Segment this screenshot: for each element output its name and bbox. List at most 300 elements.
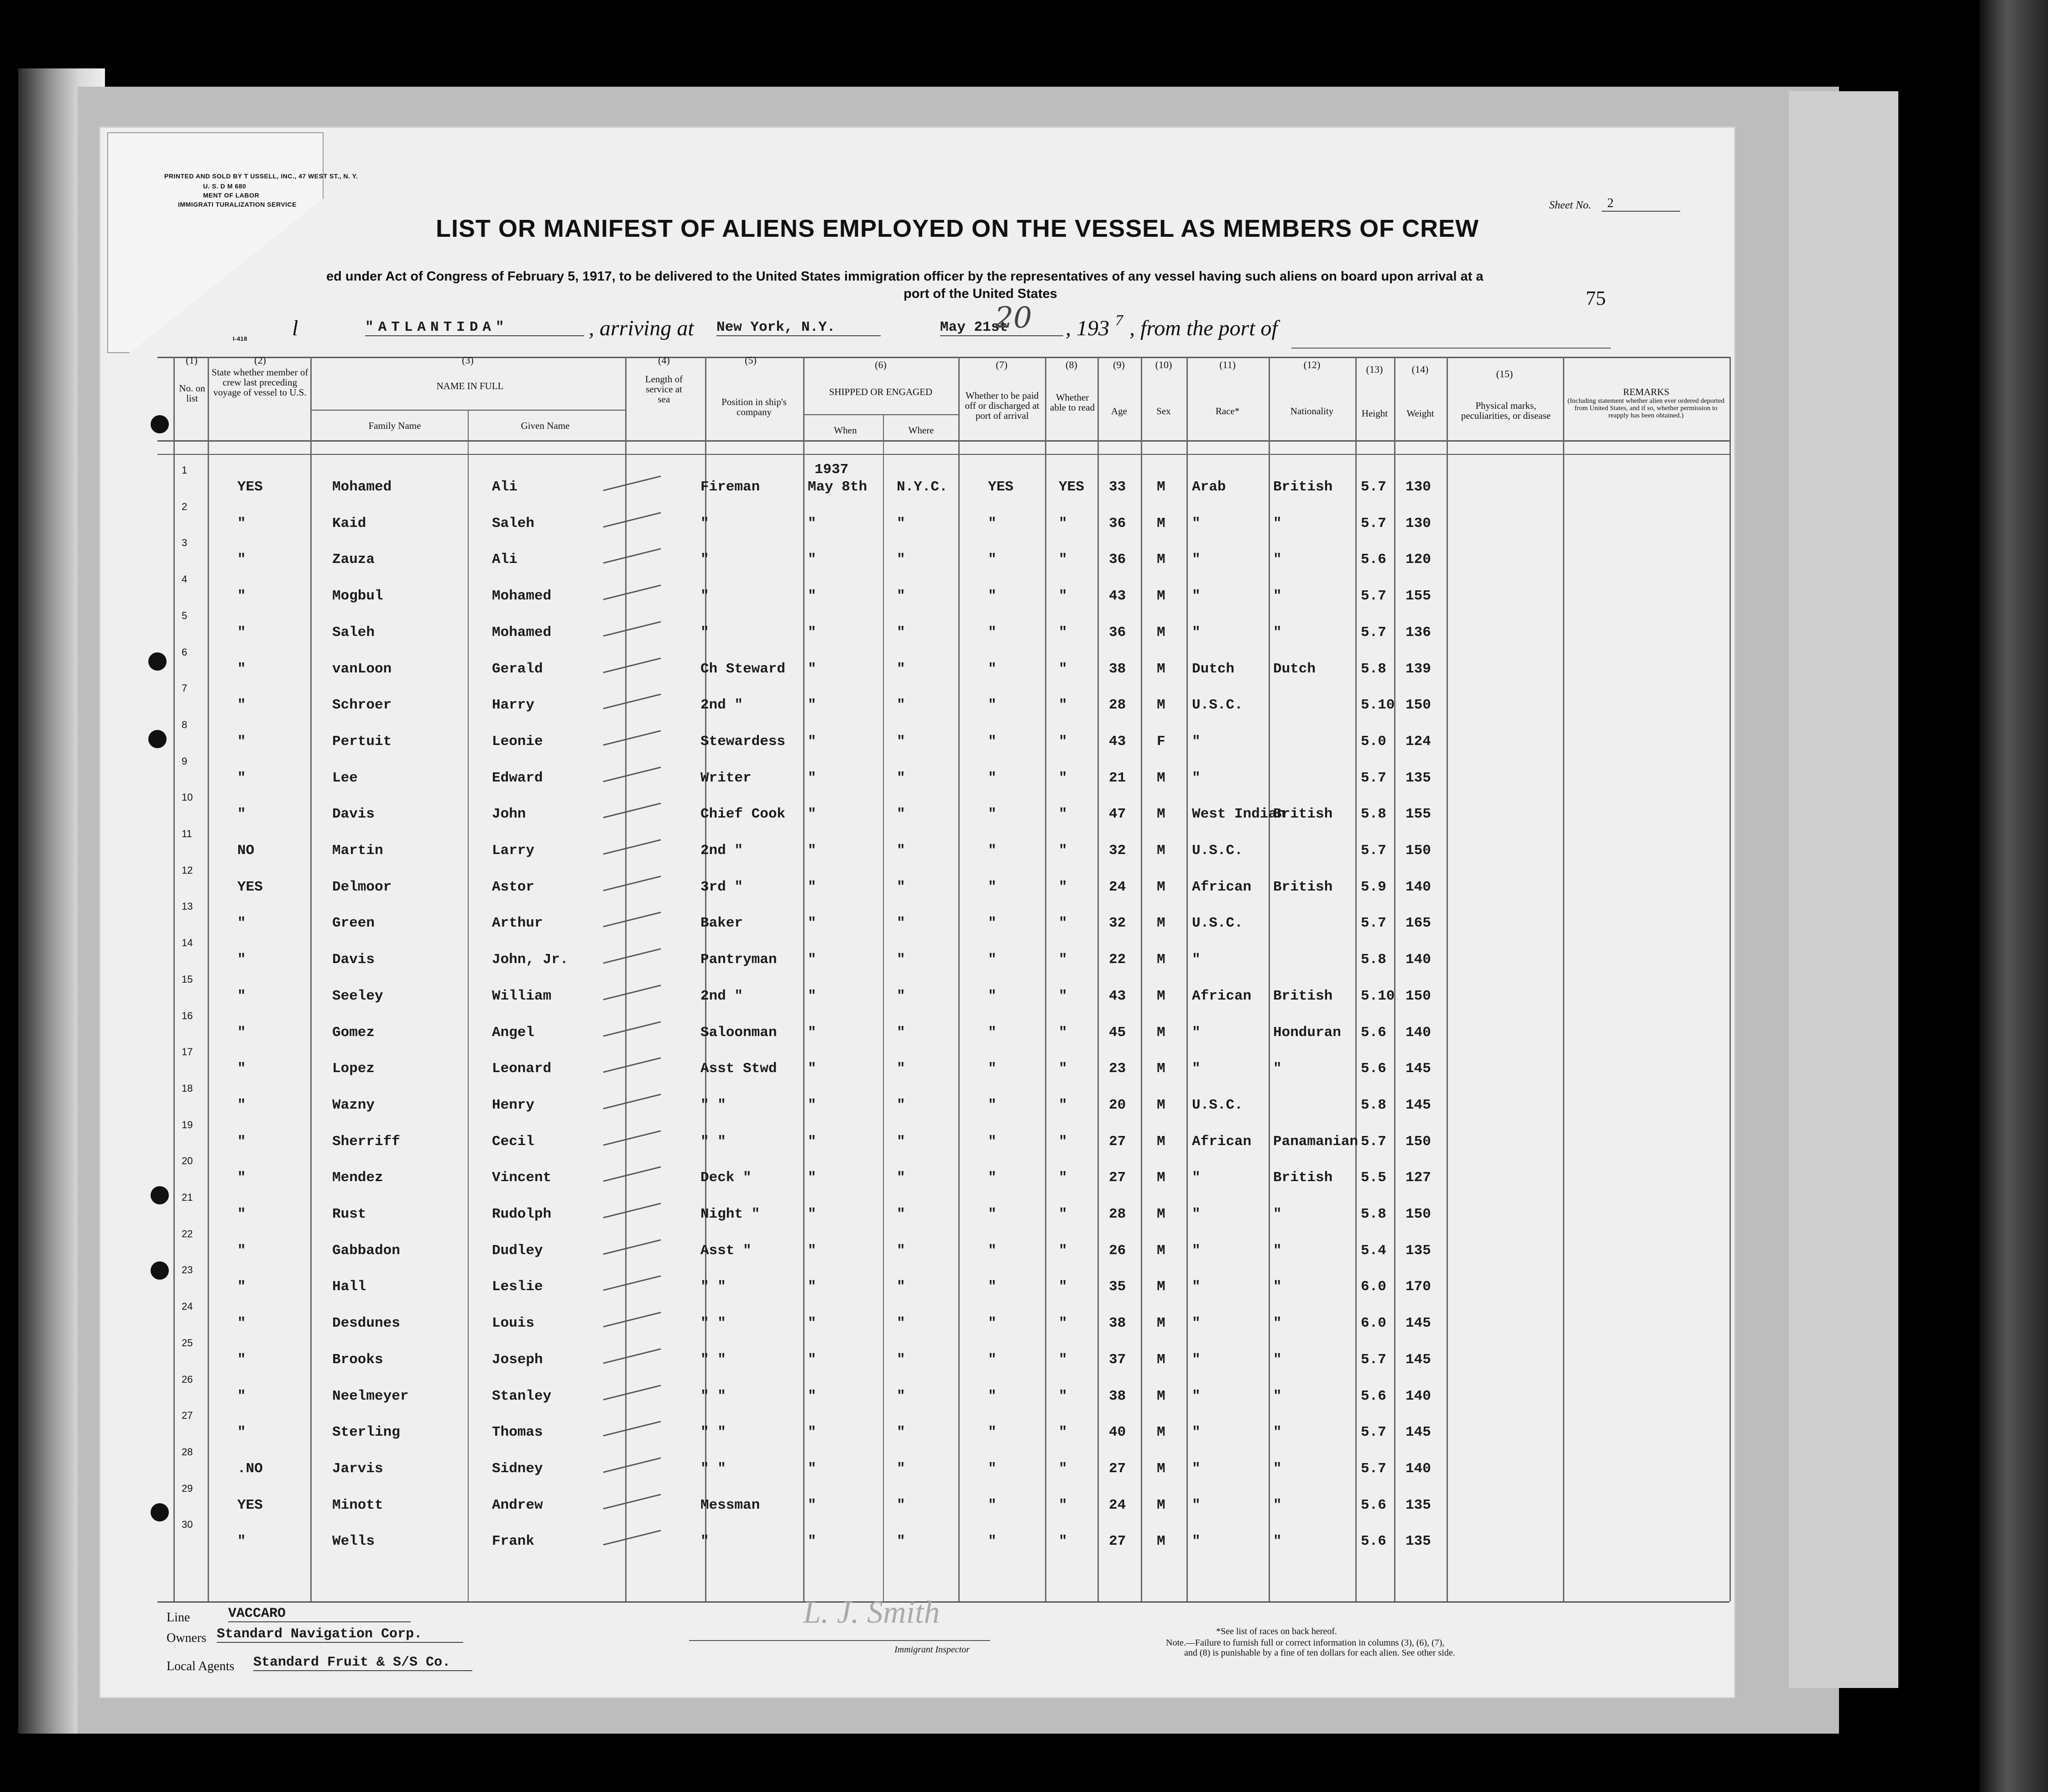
col6b-header: Where	[908, 425, 934, 436]
row-sex: M	[1157, 1133, 1165, 1150]
row-family-name: Wazny	[332, 1097, 375, 1113]
from-port-blank	[1291, 348, 1611, 349]
row-age: 27	[1109, 1170, 1126, 1186]
row-weight: 140	[1405, 1388, 1431, 1404]
row-race: "	[1192, 733, 1201, 750]
row-nationality: "	[1273, 588, 1282, 604]
row-family-name: Hall	[332, 1279, 366, 1295]
row-shipped-where: "	[897, 1315, 905, 1332]
row-able-to-read: "	[1059, 879, 1067, 895]
row-shipped-where: "	[897, 588, 905, 604]
col6-number: (6)	[875, 359, 887, 370]
col7-number: (7)	[996, 359, 1008, 370]
col-divider	[1097, 357, 1099, 1601]
row-family-name: Wells	[332, 1533, 375, 1550]
row-height: 5.7	[1361, 1351, 1386, 1368]
row-able-to-read: "	[1059, 1315, 1067, 1332]
arrival-date: May 21st	[940, 319, 1063, 336]
row-race: "	[1192, 952, 1201, 968]
row-family-name: Rust	[332, 1206, 366, 1222]
row-age: 36	[1109, 515, 1126, 531]
row-row-number: 2	[182, 500, 188, 512]
row-height: 5.7	[1361, 1460, 1386, 1477]
row-row-number: 29	[182, 1482, 193, 1494]
row-height: 5.9	[1361, 879, 1386, 895]
row-shipped-where: "	[897, 1170, 905, 1186]
row-shipped-where: "	[897, 879, 905, 895]
row-shipped-year: 1937	[815, 462, 849, 478]
row-paid-off: "	[988, 588, 997, 604]
row-prior-voyage: "	[237, 588, 246, 604]
row-position: "	[700, 624, 709, 641]
row-height: 5.7	[1361, 1133, 1386, 1150]
from-port-label: , from the port of	[1129, 316, 1278, 340]
row-row-number: 16	[182, 1010, 193, 1021]
row-sex: M	[1157, 1097, 1165, 1113]
row-shipped-where: "	[897, 1279, 905, 1295]
row-age: 36	[1109, 552, 1126, 568]
row-given-name: Arthur	[492, 915, 543, 932]
row-age: 45	[1109, 1024, 1126, 1041]
row-nationality: "	[1273, 1242, 1282, 1259]
row-nationality: "	[1273, 624, 1282, 641]
col12-number: (12)	[1303, 359, 1321, 370]
row-age: 28	[1109, 1206, 1126, 1222]
row-race: U.S.C.	[1192, 697, 1243, 714]
row-sex: M	[1157, 1279, 1165, 1295]
row-prior-voyage: "	[237, 1242, 246, 1259]
row-height: 5.7	[1361, 479, 1386, 495]
row-age: 27	[1109, 1460, 1126, 1477]
row-paid-off: "	[988, 1460, 997, 1477]
col11-header: Race*	[1215, 406, 1240, 417]
row-nationality: "	[1273, 552, 1282, 568]
row-sex: F	[1157, 733, 1165, 750]
row-prior-voyage: "	[237, 1388, 246, 1404]
row-given-name: Stanley	[492, 1388, 552, 1404]
row-weight: 140	[1405, 879, 1431, 895]
row-shipped-when: "	[808, 515, 816, 531]
row-age: 28	[1109, 697, 1126, 714]
vessel-name: "ATLANTIDA"	[365, 319, 584, 336]
row-height: 5.8	[1361, 1206, 1386, 1222]
row-sex: M	[1157, 1170, 1165, 1186]
row-family-name: Brooks	[332, 1351, 383, 1368]
row-nationality: Dutch	[1273, 661, 1316, 677]
row-shipped-where: "	[897, 806, 905, 823]
table-bottom-rule	[157, 1601, 1729, 1603]
row-weight: 150	[1405, 1133, 1431, 1150]
row-height: 5.6	[1361, 552, 1386, 568]
row-race: "	[1192, 1460, 1201, 1477]
form-subtitle: ed under Act of Congress of February 5, 1917, to be delivered to the United States immigration officer by the representatives of any vessel having such aliens on board upon arrival at a	[326, 269, 1484, 284]
row-shipped-when: "	[808, 697, 816, 714]
col-divider	[1186, 357, 1188, 1601]
row-family-name: Neelmeyer	[332, 1388, 409, 1404]
row-shipped-when: "	[808, 1424, 816, 1441]
row-shipped-where: N.Y.C.	[897, 479, 948, 495]
row-shipped-where: "	[897, 988, 905, 1004]
row-race: "	[1192, 588, 1201, 604]
row-prior-voyage: "	[237, 697, 246, 714]
row-paid-off: "	[988, 1097, 997, 1113]
row-weight: 150	[1405, 843, 1431, 859]
row-position: Pantryman	[700, 952, 777, 968]
row-sex: M	[1157, 552, 1165, 568]
row-given-name: Astor	[492, 879, 535, 895]
row-given-name: Angel	[492, 1024, 535, 1041]
row-given-name: Leslie	[492, 1279, 543, 1295]
row-able-to-read: "	[1059, 1497, 1067, 1513]
row-race: "	[1192, 1533, 1201, 1550]
row-position: Fireman	[700, 479, 760, 495]
row-paid-off: "	[988, 697, 997, 714]
page-number: 75	[1586, 287, 1606, 309]
col-divider	[1269, 357, 1270, 1601]
row-family-name: Jarvis	[332, 1460, 383, 1477]
row-family-name: Pertuit	[332, 733, 392, 750]
row-able-to-read: "	[1059, 1061, 1067, 1077]
col-divider	[883, 414, 884, 1601]
row-given-name: William	[492, 988, 552, 1004]
row-row-number: 3	[182, 537, 188, 549]
col12-header: Nationality	[1290, 406, 1334, 417]
row-paid-off: "	[988, 515, 997, 531]
row-prior-voyage: .NO	[237, 1460, 263, 1477]
row-shipped-where: "	[897, 661, 905, 677]
row-prior-voyage: "	[237, 733, 246, 750]
row-age: 27	[1109, 1533, 1126, 1550]
row-able-to-read: "	[1059, 1097, 1067, 1113]
row-shipped-where: "	[897, 1351, 905, 1368]
row-prior-voyage: "	[237, 661, 246, 677]
col4-number: (4)	[658, 354, 670, 366]
row-shipped-where: "	[897, 952, 905, 968]
row-able-to-read: "	[1059, 770, 1067, 786]
row-able-to-read: "	[1059, 1424, 1067, 1441]
row-position: " "	[700, 1424, 726, 1441]
row-able-to-read: "	[1059, 624, 1067, 641]
row-height: 5.7	[1361, 624, 1386, 641]
row-sex: M	[1157, 770, 1165, 786]
row-height: 5.7	[1361, 915, 1386, 932]
punch-hole	[151, 1186, 169, 1204]
row-height: 5.6	[1361, 1024, 1386, 1041]
row-shipped-where: "	[897, 1388, 905, 1404]
row-given-name: Sidney	[492, 1460, 543, 1477]
row-weight: 127	[1405, 1170, 1431, 1186]
row-age: 47	[1109, 806, 1126, 823]
row-weight: 145	[1405, 1061, 1431, 1077]
row-shipped-when: "	[808, 879, 816, 895]
row-row-number: 14	[182, 937, 193, 949]
row-sex: M	[1157, 624, 1165, 641]
row-row-number: 22	[182, 1228, 193, 1240]
row-prior-voyage: "	[237, 770, 246, 786]
row-family-name: Desdunes	[332, 1315, 400, 1332]
row-position: Writer	[700, 770, 752, 786]
col-divider	[208, 357, 209, 1601]
row-able-to-read: "	[1059, 515, 1067, 531]
row-age: 37	[1109, 1351, 1126, 1368]
row-able-to-read: "	[1059, 1388, 1067, 1404]
row-position: 3rd "	[700, 879, 743, 895]
col15-number: (15)	[1496, 368, 1513, 380]
table-top-rule	[157, 357, 1729, 358]
row-position: Asst Stwd	[700, 1061, 777, 1077]
printer-line: PRINTED AND SOLD BY T USSELL, INC., 47 WEST ST., N. Y.	[164, 172, 358, 180]
row-nationality: "	[1273, 1497, 1282, 1513]
row-given-name: Dudley	[492, 1242, 543, 1259]
row-family-name: Sherriff	[332, 1133, 400, 1150]
row-nationality: "	[1273, 1388, 1282, 1404]
row-paid-off: "	[988, 624, 997, 641]
row-weight: 145	[1405, 1315, 1431, 1332]
row-sex: M	[1157, 697, 1165, 714]
handwritten-date-correction: 20	[995, 301, 1032, 335]
row-row-number: 21	[182, 1192, 193, 1203]
row-nationality: "	[1273, 1460, 1282, 1477]
col8-header: Whether able to read	[1050, 392, 1095, 413]
dept-line-3: IMMIGRATI TURALIZATION SERVICE	[178, 201, 297, 208]
row-family-name: Mogbul	[332, 588, 383, 604]
row-given-name: Henry	[492, 1097, 535, 1113]
row-able-to-read: "	[1059, 843, 1067, 859]
row-family-name: Davis	[332, 806, 375, 823]
row-race: "	[1192, 1024, 1201, 1041]
row-shipped-when: "	[808, 624, 816, 641]
row-shipped-when: "	[808, 915, 816, 932]
row-given-name: Frank	[492, 1533, 535, 1550]
col6-header: SHIPPED OR ENGAGED	[829, 386, 933, 397]
row-race: "	[1192, 1424, 1201, 1441]
row-prior-voyage: "	[237, 624, 246, 641]
row-nationality: "	[1273, 1061, 1282, 1077]
row-position: "	[700, 552, 709, 568]
row-race: "	[1192, 1497, 1201, 1513]
row-race: "	[1192, 1388, 1201, 1404]
row-age: 36	[1109, 624, 1126, 641]
row-age: 35	[1109, 1279, 1126, 1295]
row-nationality: British	[1273, 479, 1333, 495]
row-family-name: vanLoon	[332, 661, 392, 677]
col-divider	[958, 357, 960, 1601]
row-prior-voyage: "	[237, 1279, 246, 1295]
shipped-subheader-rule	[803, 414, 958, 415]
row-age: 22	[1109, 952, 1126, 968]
row-height: 5.10	[1361, 988, 1395, 1004]
row-shipped-where: "	[897, 1533, 905, 1550]
row-age: 38	[1109, 1388, 1126, 1404]
row-position: Baker	[700, 915, 743, 932]
col16-header: REMARKS	[1623, 386, 1670, 397]
row-shipped-where: "	[897, 843, 905, 859]
row-row-number: 11	[182, 828, 192, 839]
form-subtitle-2: port of the United States	[904, 287, 1057, 301]
row-able-to-read: "	[1059, 1242, 1067, 1259]
row-prior-voyage: YES	[237, 1497, 263, 1513]
row-paid-off: "	[988, 1279, 997, 1295]
col5-header: Position in ship's company	[721, 396, 787, 418]
row-age: 40	[1109, 1424, 1126, 1441]
row-shipped-where: "	[897, 1424, 905, 1441]
row-race: Arab	[1192, 479, 1226, 495]
row-weight: 145	[1405, 1097, 1431, 1113]
row-weight: 124	[1405, 733, 1431, 750]
year-label: , 193	[1066, 316, 1109, 340]
row-row-number: 5	[182, 609, 188, 621]
col-divider	[1141, 357, 1142, 1601]
col-divider	[1447, 357, 1448, 1601]
row-row-number: 1	[182, 464, 188, 476]
row-prior-voyage: NO	[237, 843, 255, 859]
row-prior-voyage: "	[237, 1061, 246, 1077]
row-given-name: Joseph	[492, 1351, 543, 1368]
owners-label: Owners	[167, 1631, 207, 1645]
row-shipped-when: "	[808, 1533, 816, 1550]
row-height: 5.8	[1361, 661, 1386, 677]
row-race: "	[1192, 1061, 1201, 1077]
row-position: Chief Cook	[700, 806, 786, 823]
row-height: 5.6	[1361, 1061, 1386, 1077]
row-sex: M	[1157, 952, 1165, 968]
row-position: Saloonman	[700, 1024, 777, 1041]
col-divider	[173, 357, 175, 1601]
col4-header: Length of service at sea	[645, 374, 683, 405]
row-paid-off: "	[988, 806, 997, 823]
row-paid-off: "	[988, 1133, 997, 1150]
row-paid-off: "	[988, 552, 997, 568]
row-age: 38	[1109, 1315, 1126, 1332]
row-shipped-where: "	[897, 624, 905, 641]
row-row-number: 18	[182, 1082, 193, 1094]
col-divider	[803, 357, 805, 1601]
row-row-number: 4	[182, 573, 188, 585]
row-family-name: Gabbadon	[332, 1242, 400, 1259]
row-prior-voyage: "	[237, 1133, 246, 1150]
row-shipped-where: "	[897, 1497, 905, 1513]
row-paid-off: "	[988, 1388, 997, 1404]
row-position: " "	[700, 1097, 726, 1113]
agents-value: Standard Fruit & S/S Co.	[253, 1655, 472, 1671]
row-family-name: Minott	[332, 1497, 383, 1513]
row-race: African	[1192, 988, 1252, 1004]
row-shipped-when: "	[808, 1351, 816, 1368]
row-shipped-when: "	[808, 1315, 816, 1332]
row-sex: M	[1157, 1242, 1165, 1259]
row-row-number: 12	[182, 864, 193, 876]
row-prior-voyage: "	[237, 1170, 246, 1186]
row-family-name: Davis	[332, 952, 375, 968]
year-digit: 7	[1115, 312, 1123, 329]
row-able-to-read: "	[1059, 1351, 1067, 1368]
header-bottom-rule-2	[157, 454, 1729, 455]
row-family-name: Schroer	[332, 697, 392, 714]
row-race: African	[1192, 879, 1252, 895]
row-family-name: Gomez	[332, 1024, 375, 1041]
col10-number: (10)	[1155, 359, 1172, 370]
row-shipped-when: "	[808, 1061, 816, 1077]
col16-subheader: (Including statement whether alien ever ordered deported from United States, and if so, whether permission to reapply has been obtained.)	[1567, 397, 1725, 419]
punch-hole	[148, 652, 167, 671]
row-given-name: John	[492, 806, 526, 823]
inspector-label: Immigrant Inspector	[894, 1645, 970, 1655]
row-row-number: 23	[182, 1264, 193, 1276]
row-shipped-where: "	[897, 1206, 905, 1222]
row-prior-voyage: "	[237, 1097, 246, 1113]
row-race: "	[1192, 1279, 1201, 1295]
row-sex: M	[1157, 1497, 1165, 1513]
row-prior-voyage: YES	[237, 479, 263, 495]
row-race: U.S.C.	[1192, 843, 1243, 859]
row-able-to-read: "	[1059, 952, 1067, 968]
row-given-name: Edward	[492, 770, 543, 786]
row-able-to-read: "	[1059, 552, 1067, 568]
row-paid-off: "	[988, 988, 997, 1004]
row-row-number: 17	[182, 1046, 193, 1058]
row-given-name: Harry	[492, 697, 535, 714]
row-prior-voyage: "	[237, 552, 246, 568]
col14-header: Weight	[1406, 408, 1434, 419]
row-position: 2nd "	[700, 843, 743, 859]
col-divider	[468, 410, 469, 1601]
row-position: "	[700, 515, 709, 531]
row-height: 5.4	[1361, 1242, 1386, 1259]
col5-number: (5)	[745, 354, 757, 366]
row-weight: 150	[1405, 697, 1431, 714]
row-shipped-where: "	[897, 1460, 905, 1477]
row-sex: M	[1157, 1460, 1165, 1477]
row-weight: 135	[1405, 1242, 1431, 1259]
form-code: I-418	[233, 335, 248, 342]
row-able-to-read: "	[1059, 806, 1067, 823]
row-shipped-when: "	[808, 1497, 816, 1513]
row-shipped-where: "	[897, 515, 905, 531]
row-sex: M	[1157, 1024, 1165, 1041]
col1-number: (1)	[186, 354, 198, 366]
row-weight: 150	[1405, 1206, 1431, 1222]
row-prior-voyage: "	[237, 988, 246, 1004]
row-sex: M	[1157, 1533, 1165, 1550]
col3-number: (3)	[462, 354, 474, 366]
row-row-number: 6	[182, 646, 188, 658]
row-row-number: 7	[182, 682, 188, 694]
row-paid-off: "	[988, 661, 997, 677]
row-prior-voyage: "	[237, 915, 246, 932]
row-sex: M	[1157, 1388, 1165, 1404]
row-paid-off: "	[988, 1206, 997, 1222]
row-shipped-where: "	[897, 915, 905, 932]
row-paid-off: "	[988, 915, 997, 932]
row-shipped-where: "	[897, 1024, 905, 1041]
col11-number: (11)	[1219, 359, 1236, 370]
dept-line-2: MENT OF LABOR	[203, 192, 260, 199]
row-able-to-read: "	[1059, 988, 1067, 1004]
row-weight: 139	[1405, 661, 1431, 677]
row-family-name: Kaid	[332, 515, 366, 531]
row-shipped-when: "	[808, 1388, 816, 1404]
row-weight: 155	[1405, 588, 1431, 604]
row-age: 32	[1109, 843, 1126, 859]
row-sex: M	[1157, 1424, 1165, 1441]
row-paid-off: "	[988, 1315, 997, 1332]
row-prior-voyage: "	[237, 1315, 246, 1332]
row-given-name: Mohamed	[492, 624, 552, 641]
row-shipped-when: "	[808, 770, 816, 786]
row-shipped-where: "	[897, 552, 905, 568]
row-weight: 130	[1405, 515, 1431, 531]
row-sex: M	[1157, 879, 1165, 895]
